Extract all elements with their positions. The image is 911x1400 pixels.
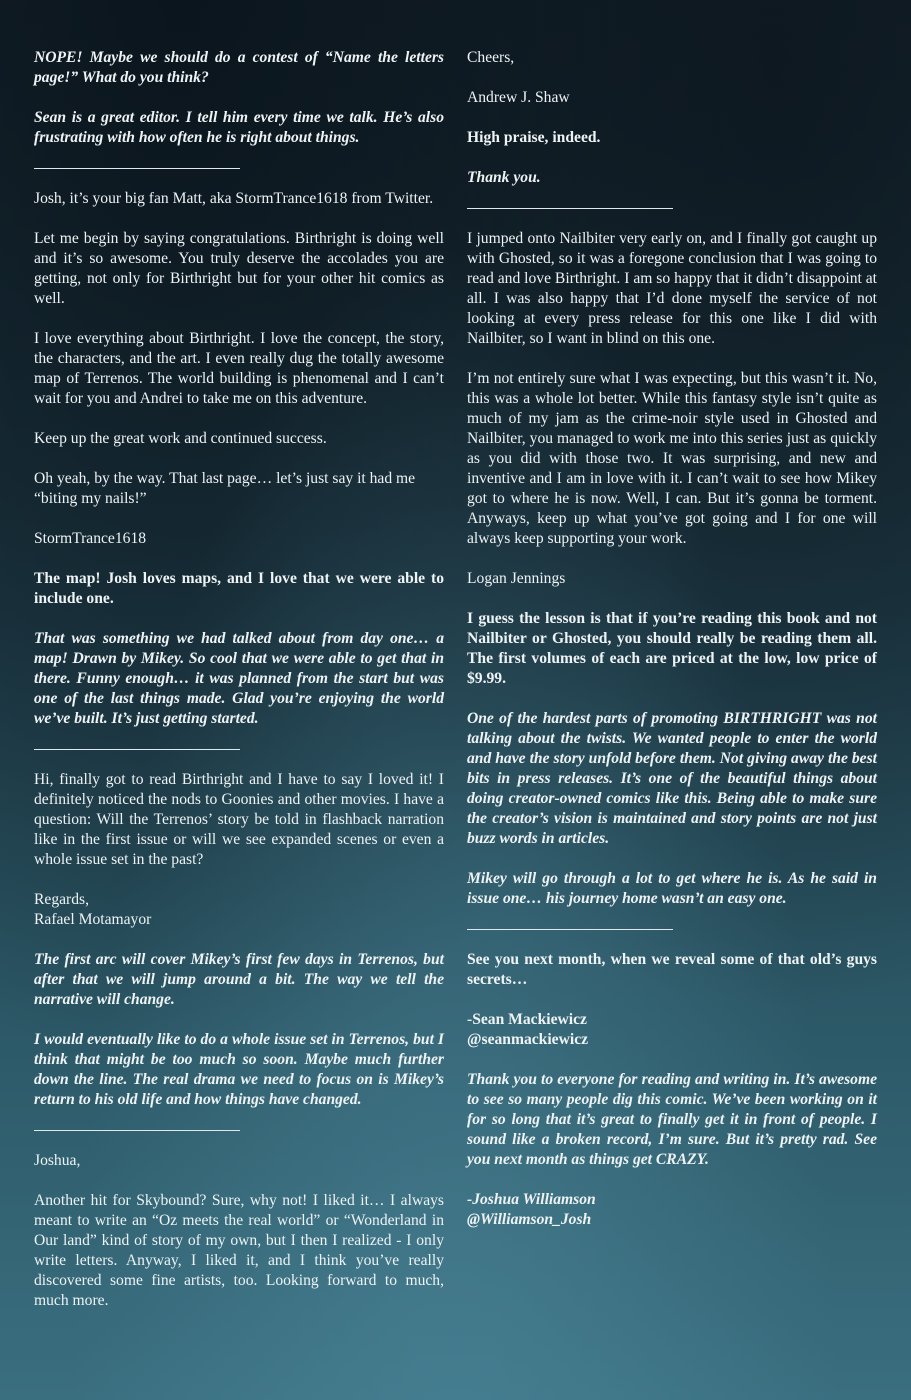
letter-paragraph: I love everything about Birthright. I love the concept, the story, the characters, and the art. I even really dug the totally awesome map of Terrenos. The world building is phenomenal and I can’t wait for you and Andrei to take me on this adventure. xyxy=(34,330,444,407)
left-column xyxy=(34,48,444,1331)
reply-bold: High praise, indeed. xyxy=(467,129,601,146)
reply-italic: Mikey will go through a lot to get where he is. As he said in issue one… his journey home wasn’t an easy one. xyxy=(467,870,877,907)
section-divider xyxy=(34,749,240,750)
letter-paragraph: Let me begin by saying congratulations. Birthright is doing well and it’s so awesome. You truly deserve the accolades you are getting, not only for Birthright but for your other hit comics as well. xyxy=(34,230,444,307)
letter-closing: Cheers, xyxy=(467,49,515,66)
reply-italic: That was something we had talked about from day one… a map! Drawn by Mikey. So cool that we were able to get that in there. Funny enough… it was planned from the start but was one of the last things made. Glad you’re enjoying the world we’ve built. It’s just getting started. xyxy=(34,630,444,727)
letter-signature: StormTrance1618 xyxy=(34,530,147,547)
letter-paragraph: I’m not entirely sure what I was expecting, but this wasn’t it. No, this was a whole lot better. While this fantasy style isn’t quite as much of my jam as the crime-noir style used in Ghosted and Nailbiter, you managed to work me into this series just as quickly as you did with those two. It was surprising, and new and inventive and I am in love with it. I can’t wait to see how Mikey got to where he is now. Well, I can. But it’s gonna be torment. Anyways, keep up what you’ve got going and I for one will always keep supporting your work. xyxy=(467,370,877,547)
section-divider xyxy=(467,208,673,209)
letter-paragraph: Oh yeah, by the way. That last page… let’s just say it had me “biting my nails!” xyxy=(34,470,416,507)
letter-signature: Rafael Motamayor xyxy=(34,911,152,928)
section-divider xyxy=(34,168,240,169)
writer-handle: @Williamson_Josh xyxy=(467,1211,592,1228)
reply-italic: Thank you. xyxy=(467,169,541,186)
letter-closing: Regards, xyxy=(34,891,89,908)
letter-paragraph: Keep up the great work and continued success. xyxy=(34,430,327,447)
reply-italic: Thank you to everyone for reading and writing in. It’s awesome to see so many people dig this comic. We’ve been working on it for so long that it’s great to finally get it in front of people. I sound like a broken record, I’m sure. But it’s pretty rad. See you next month as things get CRAZY. xyxy=(467,1071,877,1168)
right-column xyxy=(467,48,877,1250)
letter-signature: Logan Jennings xyxy=(467,570,566,587)
letter-greeting: Joshua, xyxy=(34,1152,81,1169)
letter-signature: Andrew J. Shaw xyxy=(467,89,570,106)
editor-signature: -Sean Mackiewicz xyxy=(467,1011,587,1028)
reply-bold: I guess the lesson is that if you’re reading this book and not Nailbiter or Ghosted, you should really be reading them all. The first volumes of each are priced at the low, low price of $9.99. xyxy=(467,610,877,687)
letter-paragraph: Another hit for Skybound? Sure, why not! I liked it… I always meant to write an “Oz meets the real world” or “Wonderland in Our land” kind of story of my own, but I then I realized - I only write letters. Anyway, I liked it, and I think you’ve really discovered some fine artists, too. Looking forward to much, much more. xyxy=(34,1192,444,1309)
reply-italic: NOPE! Maybe we should do a contest of “Name the letters page!” What do you think? xyxy=(34,49,444,86)
reply-italic: Sean is a great editor. I tell him every time we talk. He’s also frustrating with how often he is right about things. xyxy=(34,109,444,146)
reply-bold: See you next month, when we reveal some of that old’s guys secrets… xyxy=(467,951,877,988)
writer-signature: -Joshua Williamson xyxy=(467,1191,596,1208)
reply-italic: One of the hardest parts of promoting BIRTHRIGHT was not talking about the twists. We wanted people to enter the world and have the story unfold before them. Not giving away the best bits in press releases. It’s one of the beautiful things about doing creator-owned comics like this. Being able to make sure the creator’s vision is maintained and story points are not just buzz words in articles. xyxy=(467,710,877,847)
letter-paragraph: I jumped onto Nailbiter very early on, and I finally got caught up with Ghosted, so it was a foregone conclusion that I was going to read and love Birthright. I am so happy that it didn’t disappoint at all. I was also happy that I’d done myself the service of not looking at every press release for this one like I did with Nailbiter, so I want in blind on this one. xyxy=(467,230,877,347)
reply-bold: The map! Josh loves maps, and I love that we were able to include one. xyxy=(34,570,444,607)
letter-paragraph: Josh, it’s your big fan Matt, aka StormTrance1618 from Twitter. xyxy=(34,190,434,207)
section-divider xyxy=(34,1130,240,1131)
reply-italic: The first arc will cover Mikey’s first few days in Terrenos, but after that we will jump around a bit. The way we tell the narrative will change. xyxy=(34,951,444,1008)
section-divider xyxy=(467,929,673,930)
editor-handle: @seanmackiewicz xyxy=(467,1031,589,1048)
reply-italic: I would eventually like to do a whole issue set in Terrenos, but I think that might be too much so soon. Maybe much further down the line. The real drama we need to focus on is Mikey’s return to his old life and how things have changed. xyxy=(34,1031,444,1108)
letter-paragraph: Hi, finally got to read Birthright and I have to say I loved it! I definitely noticed the nods to Goonies and other movies. I have a question: Will the Terrenos’ story be told in flashback narration like in the first issue or will we see expanded scenes or even a whole issue set in the past? xyxy=(34,771,444,868)
